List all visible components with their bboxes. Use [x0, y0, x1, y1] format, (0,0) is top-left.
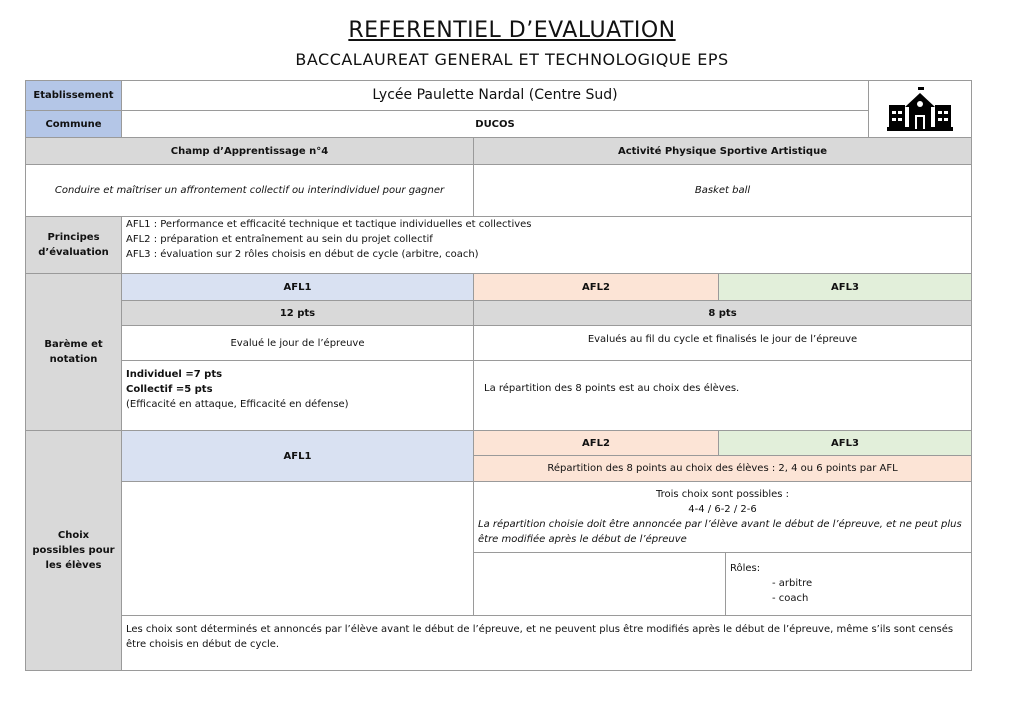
document-title: REFERENTIEL D’EVALUATION [348, 18, 676, 43]
principe-afl2: AFL2 : préparation et entraînement au sein du projet collectif [126, 234, 433, 245]
collectif-points: Collectif =5 pts [126, 384, 213, 395]
choix-afl1-header: AFL1 [121, 430, 474, 482]
principe-afl1: AFL1 : Performance et efficacité technique et tactique individuelles et collectives [126, 219, 532, 230]
choix-afl1-empty [121, 481, 474, 616]
bareme-afl23-points: 8 pts [473, 300, 972, 326]
role-coach: - coach [772, 593, 809, 604]
bareme-afl23-repartition: La répartition des 8 points est au choix des élèves. [473, 360, 972, 431]
individuel-points: Individuel =7 pts [126, 369, 223, 380]
apsa-value: Basket ball [473, 164, 972, 217]
role-arbitre: - arbitre [772, 578, 813, 589]
options-list: 4-4 / 6-2 / 2-6 [688, 504, 757, 515]
champ-label: Champ d’Apprentissage n°4 [25, 137, 474, 165]
choix-trois-options [473, 481, 972, 553]
bareme-afl2-header: AFL2 [473, 273, 719, 301]
apsa-label: Activité Physique Sportive Artistique [473, 137, 972, 165]
choix-afl3-header: AFL3 [718, 430, 972, 456]
school-building-icon [868, 80, 972, 138]
commune-value: DUCOS [121, 110, 869, 138]
commune-label: Commune [25, 110, 122, 138]
bareme-afl3-header: AFL3 [718, 273, 972, 301]
choix-footer-note: Les choix sont déterminés et annoncés par l’élève avant le début de l’épreuve, et ne peuvent plus être modifiés après le début de l’épreuve, même s’ils sont censés être choisis en début de cycle. [121, 615, 972, 671]
principes-list [121, 216, 972, 274]
annonce-note: La répartition choisie doit être annoncée par l’élève avant le début de l’épreuve, et ne peut plus être modifiée après le début de l’épreuve [478, 519, 962, 545]
bareme-afl1-header: AFL1 [121, 273, 474, 301]
choix-afl2-empty [473, 552, 726, 616]
roles-label: Rôles: [730, 563, 761, 574]
trois-choix: Trois choix sont possibles : [655, 489, 790, 500]
choix-roles [725, 552, 972, 616]
choix-afl2-header: AFL2 [473, 430, 719, 456]
principes-label: Principes d’évaluation [25, 216, 122, 274]
etablissement-value: Lycée Paulette Nardal (Centre Sud) [121, 80, 869, 111]
bareme-afl1-detail [121, 360, 474, 431]
etablissement-label: Etablissement [25, 80, 122, 111]
document-subtitle: BACCALAUREAT GENERAL ET TECHNOLOGIQUE EPS [295, 50, 729, 69]
principe-afl3: AFL3 : évaluation sur 2 rôles choisis en début de cycle (arbitre, coach) [126, 249, 479, 260]
choix-repartition: Répartition des 8 points au choix des élèves : 2, 4 ou 6 points par AFL [473, 455, 972, 482]
bareme-afl1-evaluation: Evalué le jour de l’épreuve [121, 325, 474, 361]
efficacite-note: (Efficacité en attaque, Efficacité en défense) [126, 399, 349, 410]
choix-label: Choix possibles pour les élèves [25, 430, 122, 671]
champ-value: Conduire et maîtriser un affrontement collectif ou interindividuel pour gagner [25, 164, 474, 217]
bareme-afl23-evaluation: Evalués au fil du cycle et finalisés le jour de l’épreuve [473, 325, 972, 361]
bareme-label: Barème et notation [25, 273, 122, 431]
bareme-afl1-points: 12 pts [121, 300, 474, 326]
